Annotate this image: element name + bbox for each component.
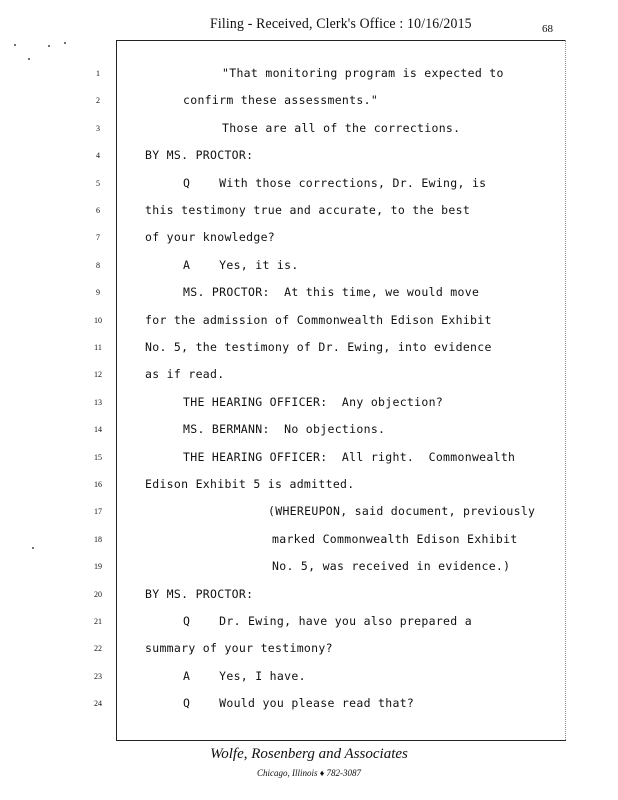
frame-bottom-border [116,740,566,741]
transcript-line [0,228,618,248]
transcript-line [0,174,618,194]
line-text: of your knowledge? [145,230,276,245]
line-text: marked Commonwealth Edison Exhibit [272,531,518,546]
line-number: 23 [94,671,102,681]
line-number: 3 [96,123,100,133]
line-text: BY MS. PROCTOR: [145,586,254,601]
line-text: as if read. [145,367,225,382]
line-number: 18 [94,534,102,544]
transcript-line [0,365,618,385]
transcript-line [0,530,618,550]
line-text: confirm these assessments." [183,93,379,108]
line-text: No. 5, was received in evidence.) [272,559,511,574]
line-number: 8 [96,260,100,270]
line-number: 24 [94,699,102,709]
transcript-line [0,502,618,522]
transcript-line [0,585,618,605]
line-number: 15 [94,452,102,462]
frame-right-border [565,40,566,740]
line-text: Those are all of the corrections. [222,120,461,135]
line-text: Q Would you please read that? [183,696,415,711]
line-text: MS. PROCTOR: At this time, we would move [183,285,480,300]
transcript-line [0,448,618,468]
transcript-line [0,283,618,303]
line-number: 2 [96,96,100,106]
line-number: 7 [96,233,100,243]
transcript-line [0,557,618,577]
scan-speck [32,547,34,549]
line-number: 19 [94,562,102,572]
line-number: 11 [94,343,102,352]
line-number: 10 [94,315,102,325]
line-number: 1 [96,69,100,78]
transcript-line [0,612,618,632]
court-reporter-location: Chicago, Illinois ♦ 782-3087 [256,768,362,778]
line-number: 20 [94,589,102,599]
line-text: Edison Exhibit 5 is admitted. [145,477,355,491]
line-number: 16 [94,480,102,489]
transcript-line [0,311,618,331]
line-text: MS. BERMANN: No objections. [183,422,386,437]
line-text: No. 5, the testimony of Dr. Ewing, into evidence [145,340,492,354]
line-text: A Yes, I have. [183,668,306,683]
line-number: 9 [96,288,100,298]
line-number: 12 [94,370,102,380]
transcript-line [0,639,618,659]
transcript-line [0,694,618,714]
page-header [0,16,618,40]
transcript-line [0,256,618,276]
transcript-line [0,91,618,111]
line-number: 13 [94,397,102,407]
page-number: 68 [542,23,553,35]
transcript-line [0,667,618,687]
transcript-line [0,420,618,440]
transcript-line [0,338,618,358]
line-text: "That monitoring program is expected to [222,66,504,80]
line-text: for the admission of Commonwealth Edison Exhibit [145,312,492,327]
scan-speck [14,44,16,46]
frame-left-border [116,40,117,740]
line-text: A Yes, it is. [183,257,299,272]
line-number: 4 [96,151,100,161]
transcript-line [0,393,618,413]
line-text: summary of your testimony? [145,641,333,656]
scan-speck [28,58,30,60]
line-text: (WHEREUPON, said document, previously [268,504,536,519]
court-reporter-firm: Wolfe, Rosenberg and Associates [210,746,408,762]
line-number: 6 [96,206,100,215]
transcript-line [0,146,618,166]
scan-speck [64,42,66,44]
line-number: 5 [96,178,100,188]
transcript-line [0,475,618,495]
filing-stamp: Filing - Received, Clerk's Office : 10/16/2015 [210,16,472,32]
scan-speck [48,45,50,47]
line-number: 14 [94,425,102,435]
line-text: Q Dr. Ewing, have you also prepared a [183,614,472,628]
transcript-line [0,64,618,84]
line-text: Q With those corrections, Dr. Ewing, is [183,175,487,190]
line-text: BY MS. PROCTOR: [145,148,254,163]
line-number: 21 [94,617,102,626]
transcript-line [0,119,618,139]
line-text: THE HEARING OFFICER: Any objection? [183,394,444,409]
line-text: THE HEARING OFFICER: All right. Commonwealth [183,449,516,464]
line-number: 17 [94,507,102,517]
line-text: this testimony true and accurate, to the best [145,203,471,217]
line-number: 22 [94,644,102,654]
frame-top-border [116,40,566,41]
transcript-line [0,201,618,221]
